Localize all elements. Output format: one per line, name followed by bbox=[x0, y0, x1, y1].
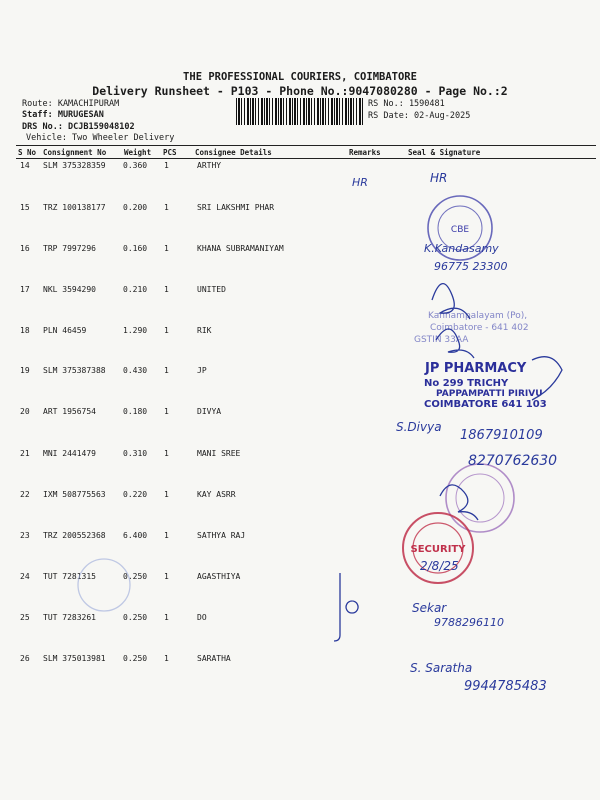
table-row bbox=[0, 366, 600, 378]
table-row bbox=[0, 449, 600, 461]
sno: 17 bbox=[20, 285, 30, 294]
pcs: 1 bbox=[164, 203, 169, 212]
handwritten-signature: S. Saratha bbox=[410, 661, 473, 675]
consignment-no: TRP 7997296 bbox=[43, 244, 96, 253]
table-row bbox=[0, 203, 600, 215]
consignee: SRI LAKSHMI PHAR bbox=[197, 203, 275, 212]
pcs: 1 bbox=[164, 244, 169, 253]
table-row bbox=[0, 531, 600, 543]
sno: 18 bbox=[20, 326, 30, 335]
weight: 6.400 bbox=[123, 531, 148, 540]
sno: 20 bbox=[20, 407, 30, 416]
weight: 0.250 bbox=[123, 613, 148, 622]
stamp-line: COIMBATORE 641 103 bbox=[424, 399, 547, 410]
sno: 16 bbox=[20, 244, 30, 253]
pcs: 1 bbox=[164, 407, 169, 416]
faint-stamp bbox=[78, 559, 130, 611]
handwritten-signature: Sekar bbox=[412, 601, 447, 615]
weight: 0.200 bbox=[123, 203, 148, 212]
pcs: 1 bbox=[164, 572, 169, 581]
sno: 25 bbox=[20, 613, 30, 622]
handwritten-number: 8270762630 bbox=[468, 453, 558, 469]
route-label: Route: KAMACHIPURAM bbox=[22, 99, 120, 109]
table-row bbox=[0, 326, 600, 338]
stamp-line: JP PHARMACY bbox=[425, 361, 527, 376]
table-row bbox=[0, 161, 600, 173]
col-header-sno: S No bbox=[18, 148, 37, 157]
consignment-no: NKL 3594290 bbox=[43, 285, 96, 294]
consignment-no: TRZ 200552368 bbox=[43, 531, 106, 540]
rs-date: RS Date: 02-Aug-2025 bbox=[368, 111, 471, 121]
consignee: RIK bbox=[197, 326, 212, 335]
sno: 15 bbox=[20, 203, 30, 212]
consignee: KAY ASRR bbox=[197, 490, 236, 499]
pcs: 1 bbox=[164, 326, 169, 335]
handwritten-signature: K.Kandasamy bbox=[424, 242, 499, 255]
table-row bbox=[0, 572, 600, 584]
drs-number: DRS No.: DCJB159048102 bbox=[22, 122, 135, 132]
handwritten-date: 2/8/25 bbox=[420, 559, 459, 573]
runsheet-title: Delivery Runsheet - P103 - Phone No.:9047080280 - Page No.:2 bbox=[92, 84, 508, 98]
col-header-remarks: Remarks bbox=[349, 148, 381, 157]
table-row bbox=[0, 490, 600, 502]
stamp-line: Kannampalayam (Po), bbox=[428, 311, 528, 321]
rs-number: RS No.: 1590481 bbox=[368, 99, 445, 109]
stamp-line: PAPPAMPATTI PIRIVU bbox=[436, 389, 543, 399]
staff-label: Staff: MURUGESAN bbox=[22, 110, 104, 120]
table-row bbox=[0, 244, 600, 256]
consignment-no: TRZ 100138177 bbox=[43, 203, 106, 212]
consignment-no: MNI 2441479 bbox=[43, 449, 96, 458]
handwritten-number: 9788296110 bbox=[434, 616, 504, 629]
handwritten-signature: S.Divya bbox=[396, 420, 442, 434]
weight: 0.250 bbox=[123, 572, 148, 581]
stamp-line: No 299 TRICHY bbox=[424, 378, 509, 389]
seal-text: SECURITY bbox=[410, 544, 466, 555]
weight: 0.250 bbox=[123, 654, 148, 663]
col-header-pcs: PCS bbox=[163, 148, 177, 157]
weight: 0.180 bbox=[123, 407, 148, 416]
weight: 1.290 bbox=[123, 326, 148, 335]
sno: 19 bbox=[20, 366, 30, 375]
pcs: 1 bbox=[164, 285, 169, 294]
weight: 0.220 bbox=[123, 490, 148, 499]
table-row bbox=[0, 613, 600, 625]
pcs: 1 bbox=[164, 490, 169, 499]
barcode bbox=[236, 98, 364, 125]
sno: 22 bbox=[20, 490, 30, 499]
col-header-weight: Weight bbox=[124, 148, 152, 157]
consignment-no: TUT 7283261 bbox=[43, 613, 96, 622]
consignment-no: TUT 7281315 bbox=[43, 572, 96, 581]
stamp-line: GSTIN 33AA bbox=[414, 335, 469, 345]
consignee: JP bbox=[197, 366, 207, 375]
weight: 0.360 bbox=[123, 161, 148, 170]
col-header-consignee: Consignee Details bbox=[195, 148, 272, 157]
sno: 24 bbox=[20, 572, 30, 581]
consignment-no: IXM 508775563 bbox=[43, 490, 106, 499]
consignment-no: SLM 375328359 bbox=[43, 161, 106, 170]
table-row bbox=[0, 407, 600, 419]
pcs: 1 bbox=[164, 613, 169, 622]
pcs: 1 bbox=[164, 654, 169, 663]
weight: 0.210 bbox=[123, 285, 148, 294]
weight: 0.160 bbox=[123, 244, 148, 253]
handwritten-number: 9944785483 bbox=[464, 679, 547, 694]
seal-text: CBE bbox=[450, 225, 470, 235]
handwritten-signature: HR bbox=[430, 171, 448, 185]
table-top-rule bbox=[16, 145, 596, 146]
table-header-rule bbox=[16, 158, 596, 159]
vehicle-label: Vehicle: Two Wheeler Delivery bbox=[26, 133, 175, 143]
consignment-no: PLN 46459 bbox=[43, 326, 87, 335]
pcs: 1 bbox=[164, 161, 169, 170]
table-row bbox=[0, 285, 600, 297]
consignee: UNITED bbox=[197, 285, 226, 294]
handwritten-remark: HR bbox=[352, 176, 368, 189]
consignee: ARTHY bbox=[197, 161, 222, 170]
consignee: SATHYA RAJ bbox=[197, 531, 246, 540]
sno: 14 bbox=[20, 161, 30, 170]
handwritten-number: 1867910109 bbox=[460, 428, 543, 443]
handwritten-number: 96775 23300 bbox=[434, 260, 508, 273]
company-title: THE PROFESSIONAL COURIERS, COIMBATORE bbox=[183, 71, 417, 83]
pcs: 1 bbox=[164, 531, 169, 540]
table-row bbox=[0, 654, 600, 666]
consignee: DO bbox=[197, 613, 207, 622]
consignee: AGASTHIYA bbox=[197, 572, 241, 581]
consignee: DIVYA bbox=[197, 407, 222, 416]
weight: 0.310 bbox=[123, 449, 148, 458]
col-header-consignment: Consignment No bbox=[43, 148, 107, 157]
consignee: KHANA SUBRAMANIYAM bbox=[197, 244, 284, 253]
sno: 26 bbox=[20, 654, 30, 663]
consignee: SARATHA bbox=[197, 654, 231, 663]
stamp-line: Coimbatore - 641 402 bbox=[430, 323, 529, 333]
consignment-no: SLM 375013981 bbox=[43, 654, 106, 663]
consignment-no: ART 1956754 bbox=[43, 407, 96, 416]
col-header-seal: Seal & Signature bbox=[408, 148, 481, 157]
sno: 21 bbox=[20, 449, 30, 458]
sno: 23 bbox=[20, 531, 30, 540]
consignee: MANI SREE bbox=[197, 449, 241, 458]
pcs: 1 bbox=[164, 366, 169, 375]
weight: 0.430 bbox=[123, 366, 148, 375]
consignment-no: SLM 375387388 bbox=[43, 366, 106, 375]
pcs: 1 bbox=[164, 449, 169, 458]
